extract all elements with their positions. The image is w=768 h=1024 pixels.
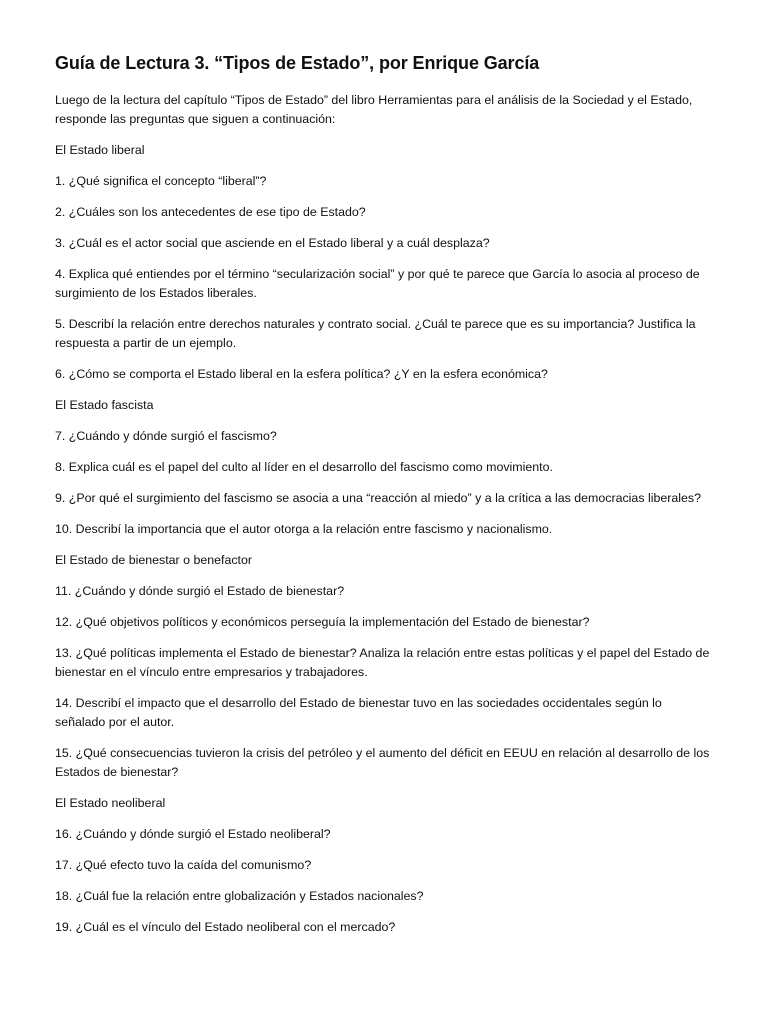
- question-item: 3. ¿Cuál es el actor social que asciende en el Estado liberal y a cuál desplaza?: [55, 236, 490, 250]
- question-item: 7. ¿Cuándo y dónde surgió el fascismo?: [55, 429, 277, 443]
- question-item: 1. ¿Qué significa el concepto “liberal”?: [55, 174, 267, 188]
- question-item: 5. Describí la relación entre derechos naturales y contrato social. ¿Cuál te parece que es su importancia? Justifica la respuesta a partir de un ejemplo.: [55, 317, 696, 350]
- question-item: 10. Describí la importancia que el autor otorga a la relación entre fascismo y nacionalismo.: [55, 522, 553, 536]
- question-item: 16. ¿Cuándo y dónde surgió el Estado neoliberal?: [55, 827, 331, 841]
- question-item: 2. ¿Cuáles son los antecedentes de ese tipo de Estado?: [55, 205, 366, 219]
- question-item: 14. Describí el impacto que el desarrollo del Estado de bienestar tuvo en las sociedades occidentales según lo señalado por el autor.: [55, 696, 662, 729]
- question-item: 11. ¿Cuándo y dónde surgió el Estado de bienestar?: [55, 584, 345, 598]
- question-item: 17. ¿Qué efecto tuvo la caída del comunismo?: [55, 858, 312, 872]
- intro-paragraph: Luego de la lectura del capítulo “Tipos de Estado” del libro Herramientas para el análisis de la Sociedad y el Estado, responde las preguntas que siguen a continuación:: [55, 93, 693, 126]
- section-heading: El Estado liberal: [55, 143, 145, 157]
- question-item: 15. ¿Qué consecuencias tuvieron la crisis del petróleo y el aumento del déficit en EEUU en relación al desarrollo de los Estados de bienestar?: [55, 746, 710, 779]
- question-item: 18. ¿Cuál fue la relación entre globalización y Estados nacionales?: [55, 889, 424, 903]
- document-title: Guía de Lectura 3. “Tipos de Estado”, por Enrique García: [55, 53, 540, 73]
- section-estado-bienestar: [55, 551, 715, 782]
- question-item: 6. ¿Cómo se comporta el Estado liberal en la esfera política? ¿Y en la esfera económica?: [55, 367, 548, 381]
- section-heading: El Estado neoliberal: [55, 796, 166, 810]
- section-heading: El Estado de bienestar o benefactor: [55, 553, 253, 567]
- question-item: 9. ¿Por qué el surgimiento del fascismo se asocia a una “reacción al miedo” y a la crítica a las democracias liberales?: [55, 491, 701, 505]
- question-item: 19. ¿Cuál es el vínculo del Estado neoliberal con el mercado?: [55, 920, 396, 934]
- section-estado-neoliberal: [55, 794, 715, 937]
- section-estado-liberal: [55, 141, 715, 384]
- question-item: 13. ¿Qué políticas implementa el Estado de bienestar? Analiza la relación entre estas políticas y el papel del Estado de bienestar en el vínculo entre empresarios y trabajadores.: [55, 646, 710, 679]
- document-page: [55, 50, 715, 949]
- section-heading: El Estado fascista: [55, 398, 154, 412]
- section-estado-fascista: [55, 396, 715, 539]
- question-item: 8. Explica cuál es el papel del culto al líder en el desarrollo del fascismo como movimiento.: [55, 460, 553, 474]
- question-item: 4. Explica qué entiendes por el término “secularización social” y por qué te parece que García lo asocia al proceso de surgimiento de los Estados liberales.: [55, 267, 700, 300]
- question-item: 12. ¿Qué objetivos políticos y económicos perseguía la implementación del Estado de bienestar?: [55, 615, 590, 629]
